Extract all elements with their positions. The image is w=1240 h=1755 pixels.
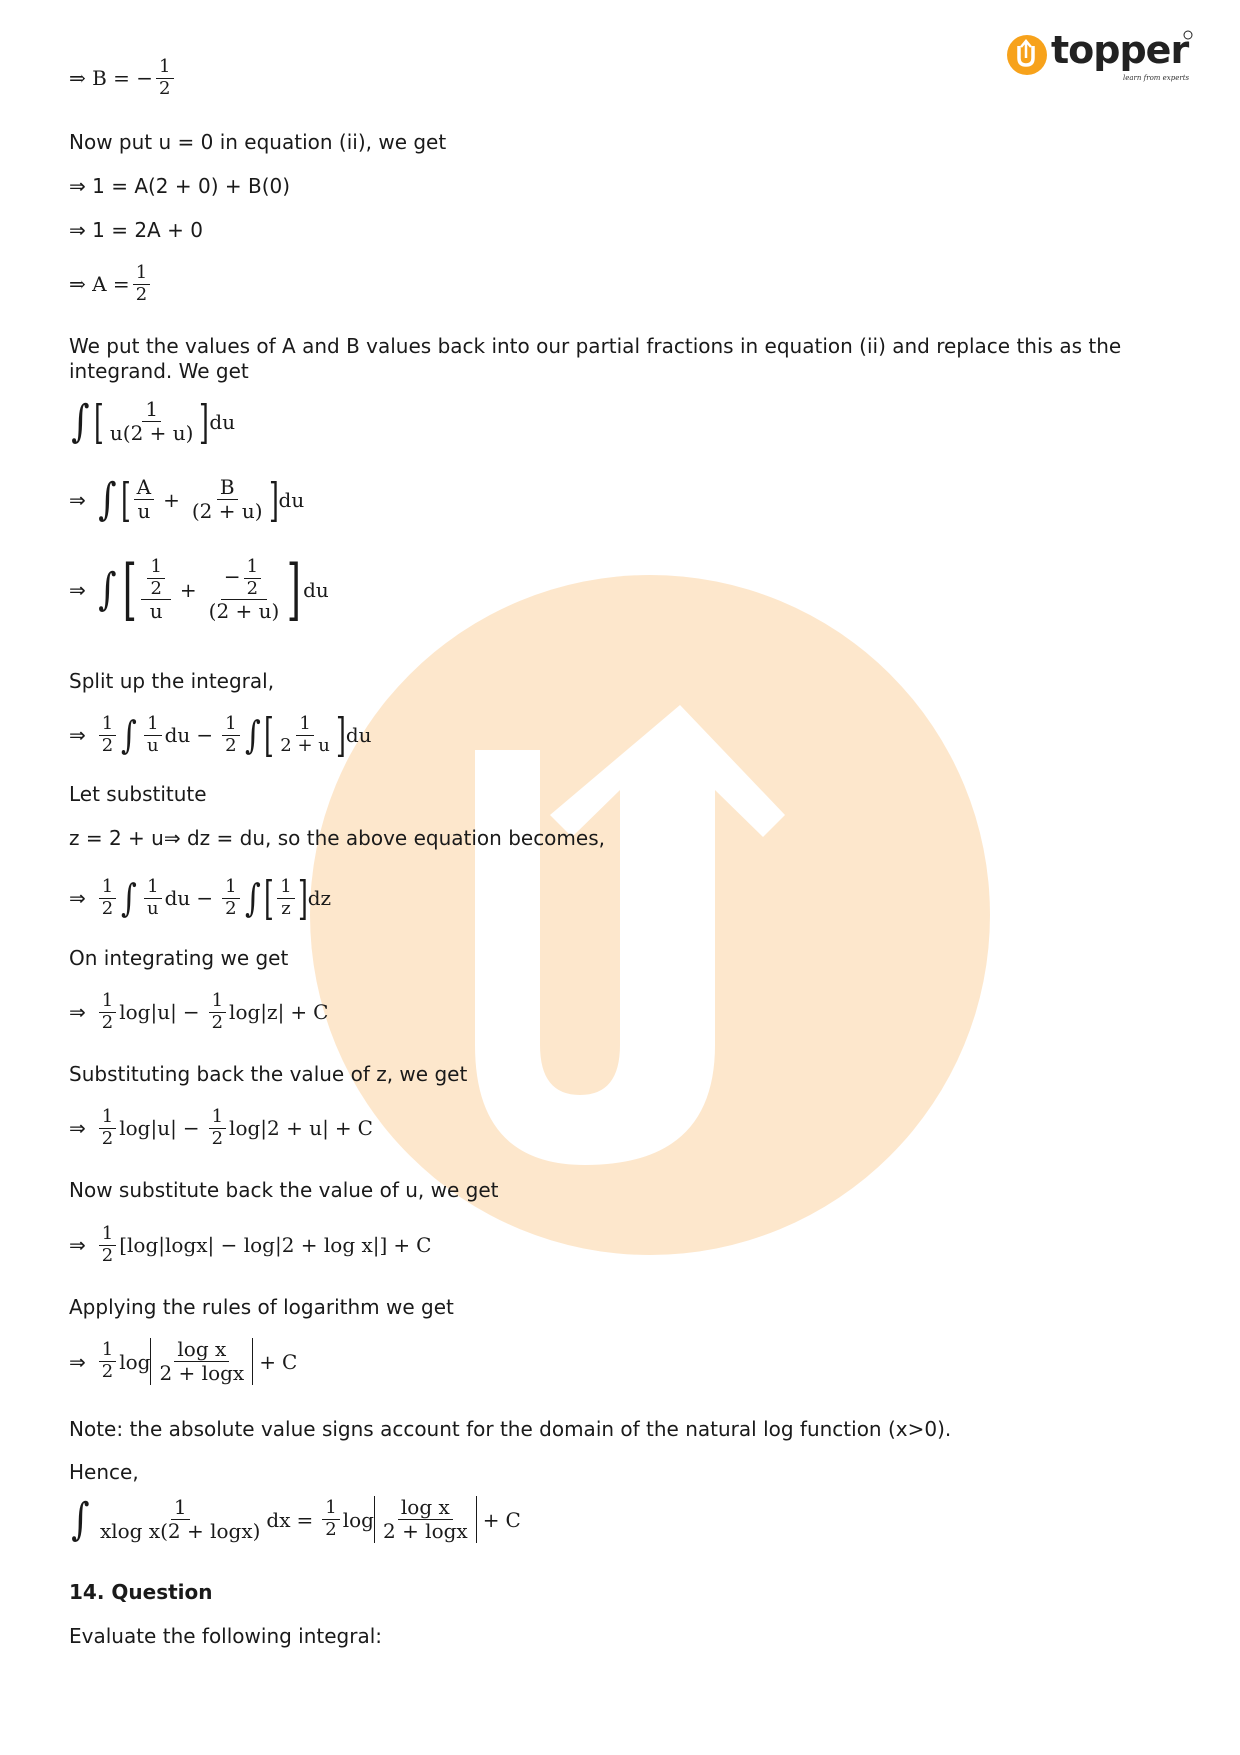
integral-expression-3: ⇒ ∫ [ $\frac{\frac{1}{2}}{u}$ + − $\frac{1}{2}$ (2 + u) ] du: [69, 551, 329, 629]
fraction: $\frac{1}{z}$: [277, 877, 294, 919]
integral-expression-split: ⇒ $\frac{1}{2}$ ∫ $\frac{1}{u}$ du − $\frac{1}{2}$ ∫ [ $\frac{1}{2 + u}$ ] du: [69, 708, 372, 762]
fraction: $\frac{1}{\text{xlog x(2 + logx)}}$: [99, 1495, 261, 1543]
fraction: $\frac{1}{2}$: [209, 991, 226, 1033]
fraction: $\frac{1}{u}$: [144, 714, 162, 756]
result-expression-4: ⇒ $\frac{1}{2}$ log $\frac{\text{log x}}{2 + \log x}$ + C: [69, 1337, 298, 1385]
question-text: Evaluate the following integral:: [69, 1624, 383, 1648]
fraction: $\frac{1}{2}$: [209, 1107, 226, 1149]
watermark-u-arrow-icon: [310, 575, 990, 1255]
fraction: $\frac{B}{(2 + u)}$: [191, 475, 263, 523]
fraction: $\frac{1}{2}$: [222, 714, 239, 756]
result-expression-2: ⇒ $\frac{1}{2}$ log|u| − $\frac{1}{2}$ log|2 + u| + C: [69, 1106, 373, 1149]
fraction: $\frac{1}{u}$: [144, 877, 162, 919]
topper-logo: [1005, 28, 1195, 92]
fraction: $\frac{1}{2}$: [222, 877, 239, 919]
paragraph: Now substitute back the value of u, we get: [69, 1178, 499, 1202]
integral-expression-subst: ⇒ $\frac{1}{2}$ ∫ $\frac{1}{u}$ du − $\frac{1}{2}$ ∫ [ $\frac{1}{z}$ ] dz: [69, 871, 332, 925]
fraction: $\frac{1}{2}$: [99, 1340, 116, 1382]
integral-expression-1: ∫ [ $\frac{1}{u(2 + u)}$ ] du: [71, 394, 236, 449]
fraction: $\frac{A}{u}$: [134, 476, 154, 523]
paragraph: On integrating we get: [69, 946, 289, 970]
eq-a-value: [69, 263, 153, 305]
fraction: $\frac{1}{2}$: [133, 263, 150, 305]
fraction: $\frac{1}{2 + u}$: [280, 712, 330, 756]
fraction: − $\frac{1}{2}$ (2 + u): [208, 556, 280, 624]
paragraph: Now put u = 0 in equation (ii), we get: [69, 130, 447, 154]
paragraph: Split up the integral,: [69, 669, 275, 693]
paragraph: Note: the absolute value signs account for the domain of the natural log function (x>0).: [69, 1417, 952, 1441]
fraction: $\frac{1}{2}$: [99, 991, 116, 1033]
fraction: $\frac{\frac{1}{2}}{u}$: [141, 557, 170, 623]
fraction: $\frac{1}{2}$: [99, 714, 116, 756]
paragraph: Let substitute: [69, 782, 207, 806]
watermark-logo: [310, 575, 990, 1255]
logo-tagline: learn from experts: [1123, 74, 1190, 82]
fraction: $\frac{1}{u(2 + u)}$: [109, 397, 194, 445]
paragraph: Substituting back the value of z, we get: [69, 1062, 468, 1086]
question-heading: 14. Question: [69, 1580, 213, 1604]
result-expression-3: ⇒ $\frac{1}{2}$ [log|logx| − log|2 + log x|] + C: [69, 1223, 432, 1266]
fraction: $\frac{\text{log x}}{2 + \log x}$: [159, 1337, 245, 1385]
final-result-expression: ∫ $\frac{1}{\text{xlog x(2 + logx)}}$ dx = $\frac{1}{2}$ log $\frac{\text{log x}}{2 + \log x}$ + C: [71, 1493, 521, 1545]
integral-expression-2: ⇒ ∫ [ $\frac{A}{u}$ + $\frac{B}{(2 + u)}$ ] du: [69, 472, 305, 527]
result-expression-1: ⇒ $\frac{1}{2}$ log|u| − $\frac{1}{2}$ log|z| + C: [69, 990, 329, 1033]
differential: du: [209, 409, 236, 434]
paragraph: Hence,: [69, 1460, 139, 1484]
equation-line: ⇒ 1 = A(2 + 0) + B(0): [69, 174, 291, 198]
fraction: $\frac{1}{2}$: [99, 877, 116, 919]
eq-b-value: [69, 57, 177, 99]
fraction: $\frac{\text{log x}}{2 + \log x}$: [382, 1495, 468, 1543]
fraction: $\frac{1}{2}$: [156, 57, 173, 99]
differential: du: [278, 487, 305, 512]
equation-line: ⇒ 1 = 2A + 0: [69, 218, 203, 242]
paragraph: We put the values of A and B values back into our partial fractions in equation (ii) and replace this as the integrand. We get: [69, 334, 1122, 383]
paragraph: z = 2 + u⇒ dz = du, so the above equation becomes,: [69, 826, 605, 850]
eq-text: ⇒ B = −: [69, 66, 154, 91]
fraction: $\frac{1}{2}$: [322, 1498, 339, 1540]
differential: du: [303, 578, 329, 603]
eq-text: ⇒ A =: [69, 272, 130, 297]
fraction: $\frac{1}{2}$: [99, 1107, 116, 1149]
logo-brand-text: topper: [1051, 28, 1189, 72]
fraction: $\frac{1}{2}$: [99, 1224, 116, 1266]
paragraph: Applying the rules of logarithm we get: [69, 1295, 454, 1319]
